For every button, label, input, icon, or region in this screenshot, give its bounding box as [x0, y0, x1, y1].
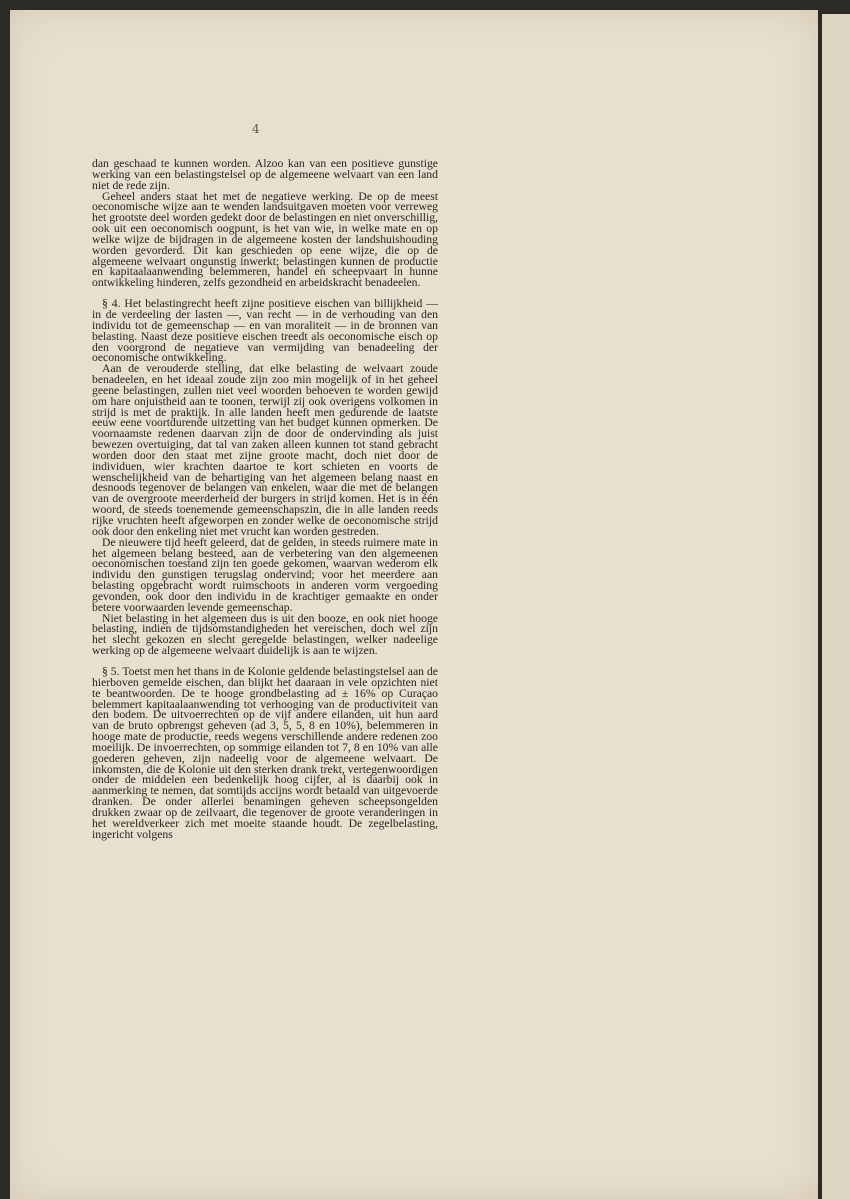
paragraph: Niet belasting in het algemeen dus is uit den booze, en ook niet hooge belasting, indien de tijdsomstandigheden het vereischen, doch wel zijn het slecht gekozen en slecht geregelde belastingen, welker nadeelige werking op de algemeene welvaart duidelijk is aan te wijzen.	[92, 611, 438, 658]
document-page	[10, 10, 818, 1199]
paragraph: Aan de verouderde stelling, dat elke belasting de welvaart zoude benadeelen, en het ideaal zoude zijn zoo min mogelijk of in het geheel geene belastingen, zullen niet veel woorden behoeven te worden gewijd om hare onjuistheid aan te toonen, terwijl zij ook overigens volkomen in strijd is met de praktijk. In alle landen heeft men gedurende de laatste eeuw eene voortdurende uitzetting van het budget kunnen opmerken. De voornaamste redenen daarvan zijn de door de ondervinding als juist bewezen overtuiging, dat tal van zaken alleen kunnen tot stand gebracht worden door den staat met zijne groote macht, doch niet door de individuen, wier krachten daartoe te kort schieten en voorts de wenschelijkheid van de behartiging van het algemeen belang naast en desnoods tegenover de belangen van enkelen, waar die met de belangen van de overgroote meerderheid der burgers in strijd komen. Het is in één woord, de steeds toenemende gemeenschapszin, die in alle landen reeds rijke vruchten heeft afgeworpen en zonder welke de oeconomische strijd ook door den enkeling niet met vrucht kan worden gestreden.	[92, 362, 438, 538]
paragraph: De nieuwere tijd heeft geleerd, dat de gelden, in steeds ruimere mate in het algemeen belang besteed, aan de verbetering van den algemeenen oeconomischen toestand zijn ten goede gekomen, waarvan wederom elk individu den gunstigen terugslag ondervind; voor het meerdere aan belasting opgebracht wordt ruimschoots in anderen vorm vergoeding gevonden, ook door den individu in de krachtiger gemaakte en onder betere voorwaarden levende gemeenschap.	[92, 535, 438, 614]
paragraph: dan geschaad te kunnen worden. Alzoo kan van een positieve gunstige werking van een belastingstelsel op de algemeene welvaart van een land niet de rede zijn.	[92, 157, 438, 192]
body-text	[92, 159, 438, 840]
paragraph: Geheel anders staat het met de negatieve werking. De op de meest oeconomische wijze aan te wenden landsuitgaven moeten voor verreweg het grootste deel worden gedekt door de belastingen en niet onverschillig, ook uit een oeconomisch oogpunt, is het van wie, in welke mate en op welke wijze de bijdragen in de algemeene kosten der landshuishouding worden gevorderd. Dit kan geschieden op eene wijze, die op de algemeene welvaart ongunstig inwerkt; belastingen kunnen de productie en kapitaalaanwending belemmeren, handel en scheepvaart in hunne ontwikkeling hinderen, zelfs gezondheid en arbeidskracht benadeelen.	[92, 189, 438, 290]
section-paragraph: § 4. Het belastingrecht heeft zijne positieve eischen van billijkheid — in de verdeeling der lasten —, van recht — in de verhouding van den individu tot de gemeenschap — en van moraliteit — in de bronnen van belasting. Naast deze positieve eischen treedt als oeconomische eisch op den voorgrond de negatieve van vermijding van benadeeling der oeconomische ontwikkeling.	[92, 297, 438, 365]
adjacent-page-edge	[822, 14, 850, 1199]
section-paragraph: § 5. Toetst men het thans in de Kolonie geldende belastingstelsel aan de hierboven gemelde eischen, dan blijkt het daaraan in vele opzichten niet te beantwoorden. De te hooge grondbelasting ad ± 16% op Curaçao belemmert kapitaalaanwending tot verhooging van de productiviteit van den bodem. De uitvoerrechten op de vijf andere eilanden, uit hun aard van de bruto opbrengst geheven (ad 3, 5, 5, 8 en 10%), belemmeren in hooge mate de productie, reeds wegens verschillende andere redenen zoo moeilijk. De invoerrechten, op sommige eilanden tot 7, 8 en 10% van alle goederen geheven, zijn nadeelig voor de algemeene welvaart. De inkomsten, die de Kolonie uit den sterken drank trekt, vertegenwoordigen onder de middelen een bedenkelijk hoog cijfer, al is daarbij ook in aanmerking te nemen, dat somtijds accijns wordt betaald van uitgevoerde dranken. De onder allerlei benamingen geheven scheepsongelden drukken zwaar op de zeilvaart, die tegenover de groote veranderingen in het wereldverkeer zich met moeite staande houdt. De zegelbelasting, ingericht volgens	[92, 664, 438, 841]
page-number: 4	[252, 122, 260, 136]
